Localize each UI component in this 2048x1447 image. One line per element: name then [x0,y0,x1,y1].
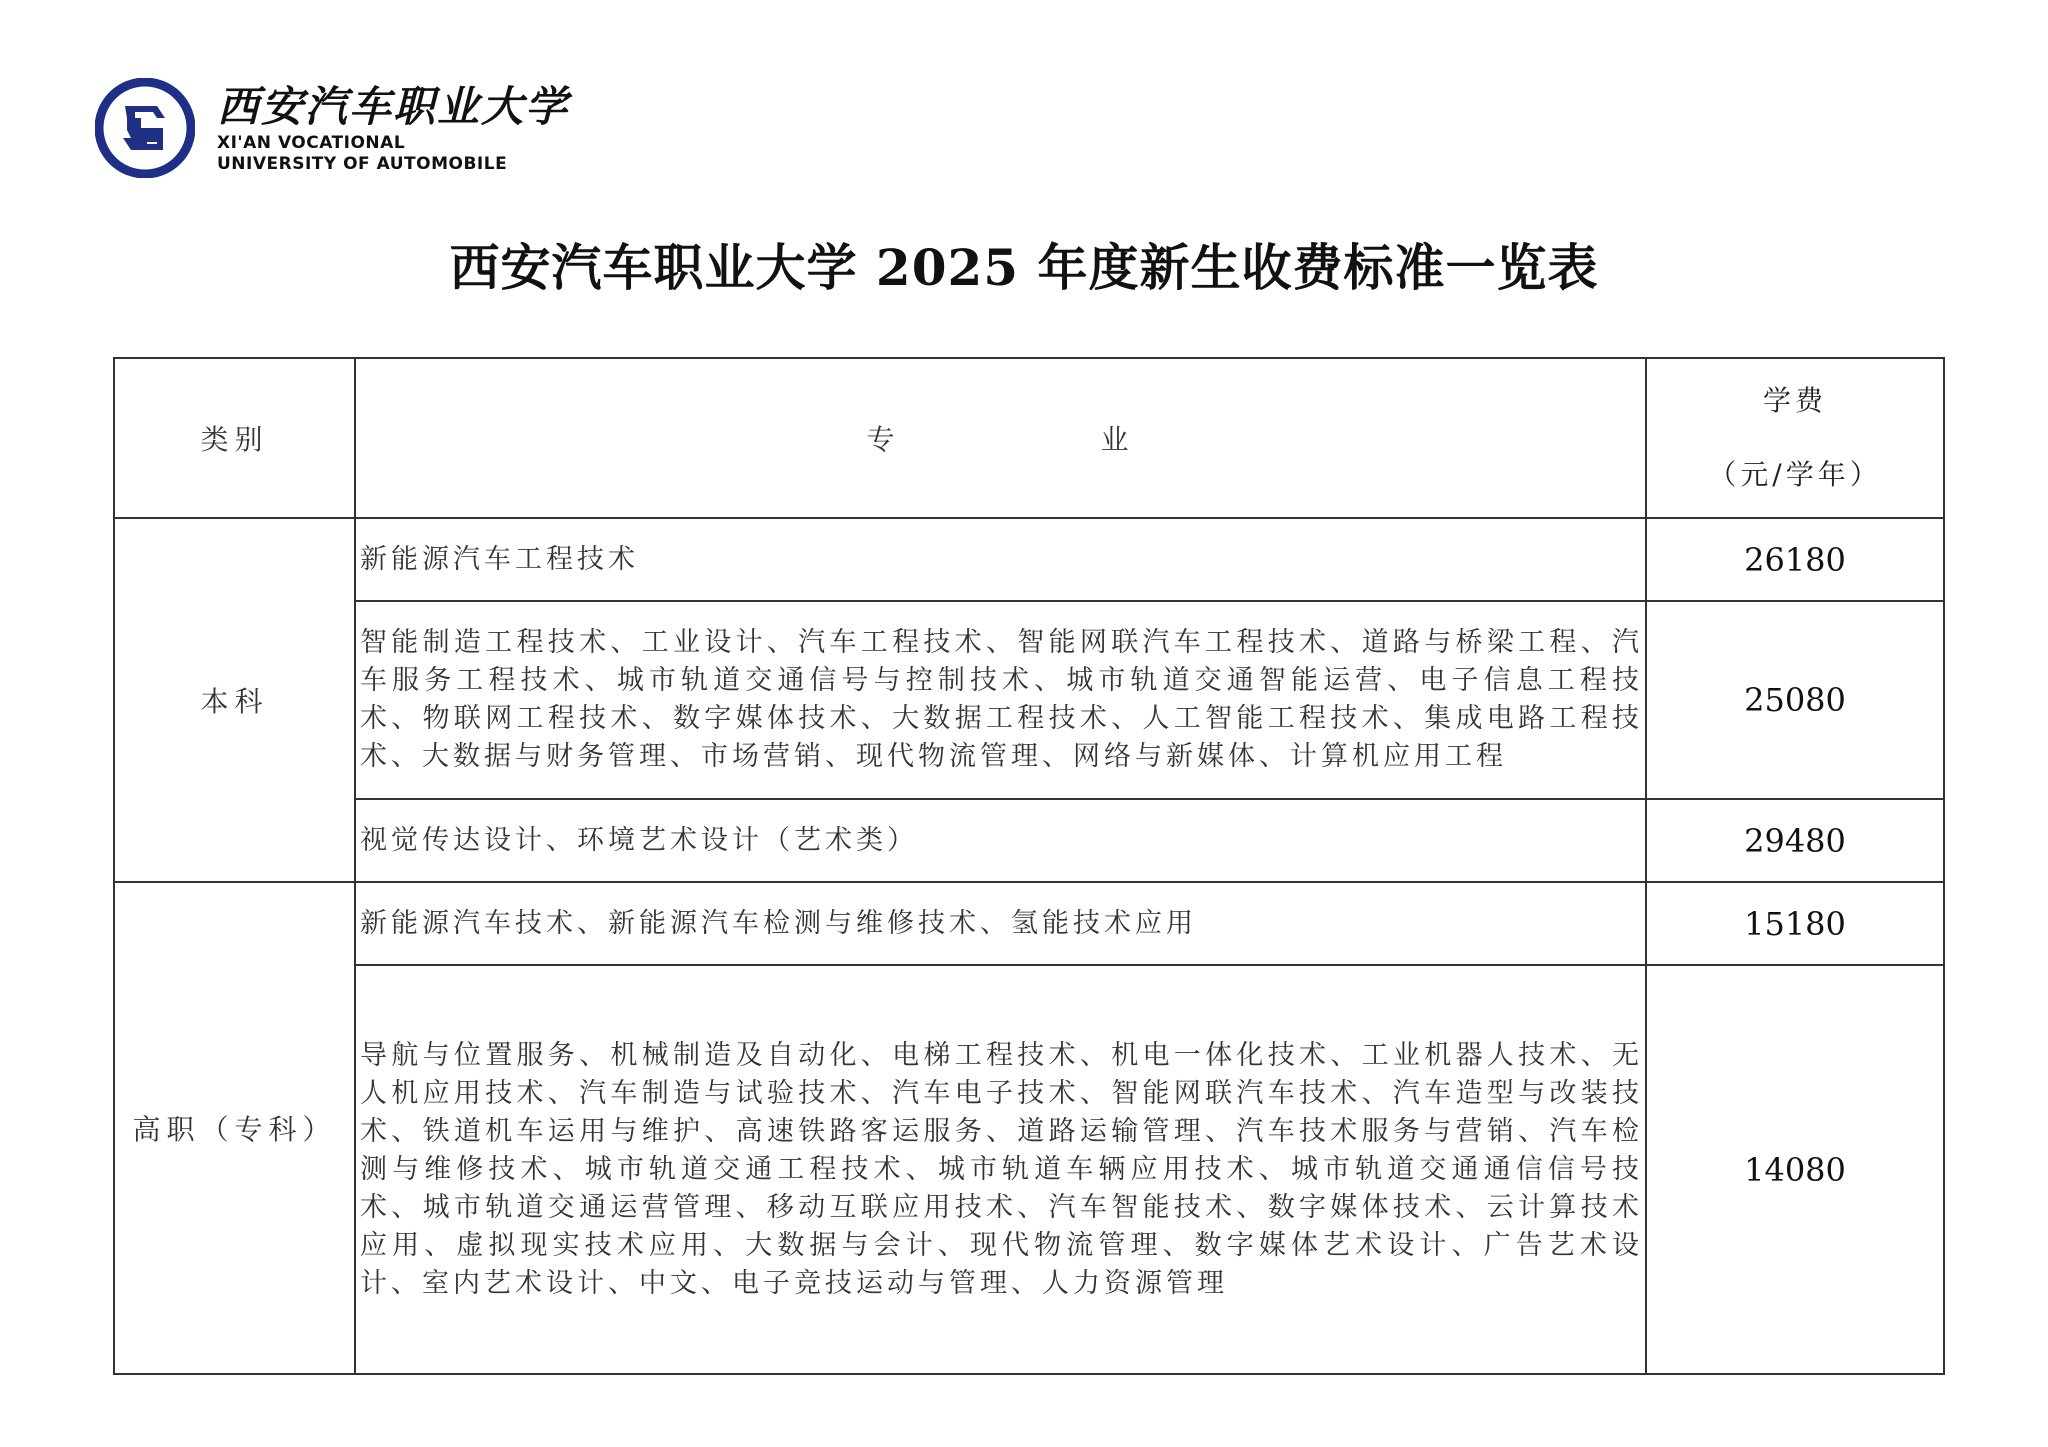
fee-standard-table [113,357,1945,1375]
page-title: 西安汽车职业大学 2025 年度新生收费标准一览表 [449,238,1599,297]
header-fee-label: 学费 [1762,384,1827,417]
table-row [114,799,1944,882]
majors-cell: 新能源汽车工程技术 [355,518,1646,601]
category-vocational: 高职（专科） [114,882,355,1374]
university-logo [95,78,569,178]
header-major [355,358,1646,518]
header-major-char1: 专 [866,423,901,456]
majors-cell: 导航与位置服务、机械制造及自动化、电梯工程技术、机电一体化技术、工业机器人技术、无人机应用技术、汽车制造与试验技术、汽车电子技术、智能网联汽车技术、汽车造型与改装技术、铁道机车运用与维护、高速铁路客运服务、道路运输管理、汽车技术服务与营销、汽车检测与维修技术、城市轨道交通工程技术、城市轨道车辆应用技术、城市轨道交通通信信号技术、城市轨道交通运营管理、移动互联应用技术、汽车智能技术、数字媒体技术、云计算技术应用、虚拟现实技术应用、大数据与会计、现代物流管理、数字媒体艺术设计、广告艺术设计、室内艺术设计、中文、电子竞技运动与管理、人力资源管理 [355,965,1646,1374]
majors-cell: 视觉传达设计、环境艺术设计（艺术类） [355,799,1646,882]
logo-english-name-line2: UNIVERSITY OF AUTOMOBILE [217,154,508,174]
fee-cell: 25080 [1646,601,1944,799]
majors-cell: 智能制造工程技术、工业设计、汽车工程技术、智能网联汽车工程技术、道路与桥梁工程、汽车服务工程技术、城市轨道交通信号与控制技术、城市轨道交通智能运营、电子信息工程技术、物联网工程技术、数字媒体技术、大数据工程技术、人工智能工程技术、集成电路工程技术、大数据与财务管理、市场营销、现代物流管理、网络与新媒体、计算机应用工程 [355,601,1646,799]
university-emblem-icon [95,78,195,178]
fee-cell: 26180 [1646,518,1944,601]
header-category: 类别 [114,358,355,518]
header-fee-unit: （元/学年） [1708,458,1882,491]
category-undergraduate: 本科 [114,518,355,882]
logo-chinese-name: 西安汽车职业大学 [217,82,570,131]
fee-cell: 29480 [1646,799,1944,882]
table-row [114,601,1944,799]
fee-cell: 14080 [1646,965,1944,1374]
logo-english-name-line1: XI'AN VOCATIONAL [217,133,406,153]
table-row [114,882,1944,965]
header-fee [1646,358,1944,518]
fee-cell: 15180 [1646,882,1944,965]
table-row [114,518,1944,601]
table-header-row [114,358,1944,518]
header-major-char2: 业 [1100,423,1135,456]
majors-cell: 新能源汽车技术、新能源汽车检测与维修技术、氢能技术应用 [355,882,1646,965]
table-row [114,965,1944,1374]
